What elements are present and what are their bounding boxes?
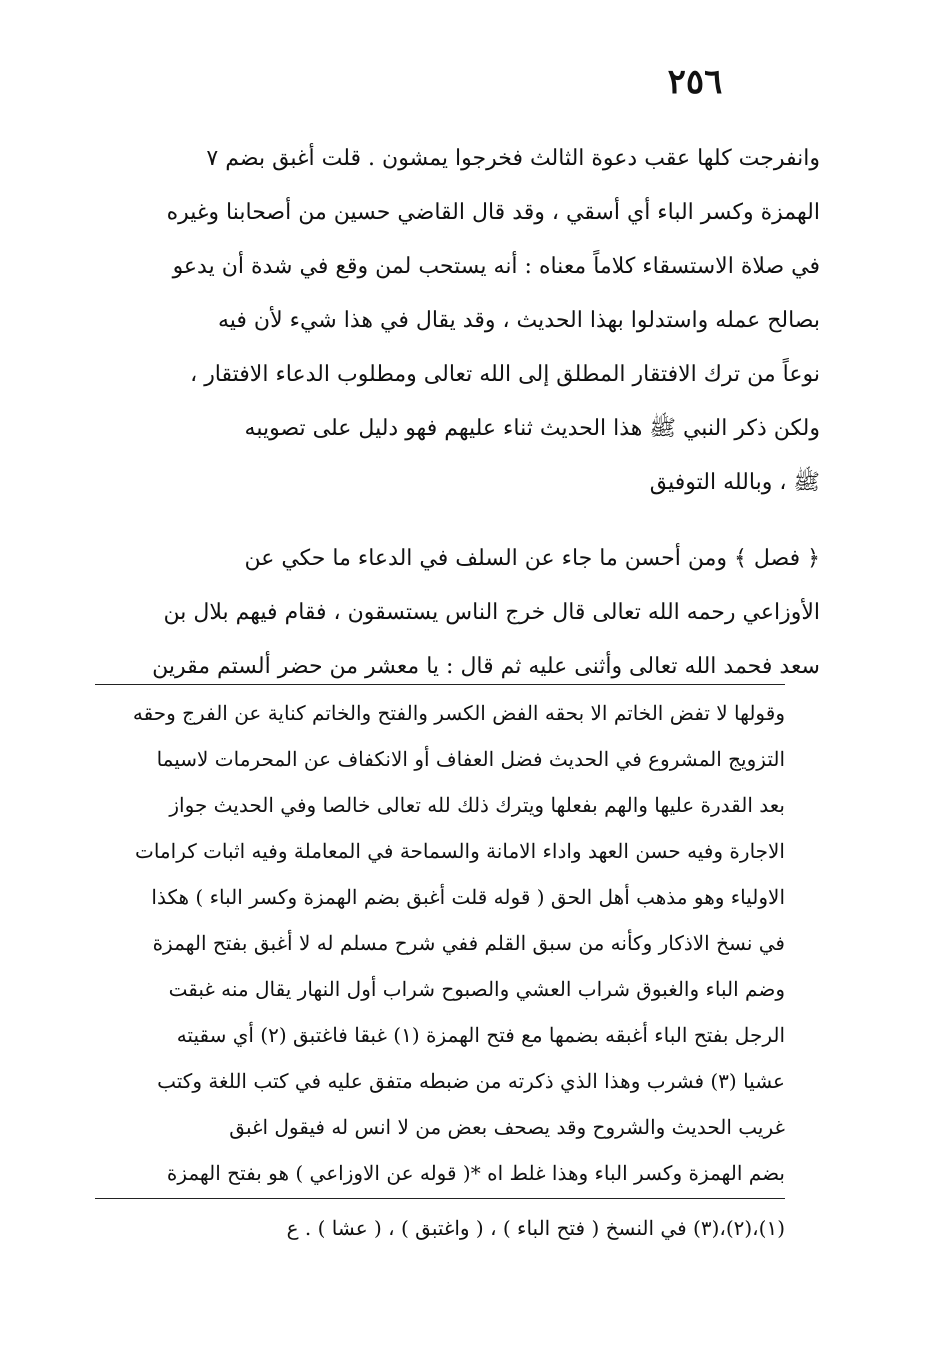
commentary-line: بعد القدرة عليها والهم بفعلها ويترك ذلك لله تعالى خالصا وفي الحديث جواز	[169, 793, 785, 817]
commentary-line: وقولها لا تفض الخاتم الا بحقه الفض الكسر والفتح والخاتم كناية عن الفرج وحقه	[132, 701, 785, 725]
main-line: سعد فحمد الله تعالى وأثنى عليه ثم قال : يا معشر من حضر ألستم مقرين	[152, 654, 820, 679]
divider-rule	[95, 684, 785, 685]
commentary-line: الاجارة وفيه حسن العهد واداء الامانة والسماحة في المعاملة وفيه اثبات كرامات	[135, 839, 785, 863]
main-line: ﷺ ، وبالله التوفيق	[649, 470, 820, 495]
main-line: وانفرجت كلها عقب دعوة الثالث فخرجوا يمشون . قلت أغبق بضم ٧	[206, 146, 820, 171]
divider-rule	[95, 1198, 785, 1199]
page-number: ٢٥٦	[667, 62, 723, 102]
main-line: الهمزة وكسر الباء أي أسقي ، وقد قال القاضي حسين من أصحابنا وغيره	[166, 200, 820, 225]
main-line: في صلاة الاستسقاء كلاماً معناه : أنه يستحب لمن وقع في شدة أن يدعو	[172, 254, 820, 279]
commentary-line: غريب الحديث والشروح وقد يصحف بعض من لا انس له فيقول اغبق	[229, 1115, 785, 1139]
main-line: ولكن ذكر النبي ﷺ هذا الحديث ثناء عليهم فهو دليل على تصويبه	[244, 416, 820, 441]
commentary-line: عشيا (٣) فشرب وهذا الذي ذكرته من ضبطه متفق عليه في كتب اللغة وكتب	[157, 1069, 785, 1093]
main-line: بصالح عمله واستدلوا بهذا الحديث ، وقد يقال في هذا شيء لأن فيه	[217, 308, 820, 333]
commentary-line: وضم الباء والغبوق شراب العشي والصبوح شراب أول النهار يقال منه غبقت	[168, 977, 785, 1001]
commentary-line: الرجل بفتح الباء أغبقه بضمها مع فتح الهمزة (١) غبقا فاغتبق (٢) أي سقيته	[176, 1023, 785, 1047]
footnote: (١)،(٢)،(٣) في النسخ ( فتح الباء ) ، ( واغتبق ) ، ( عشا ) . ع	[286, 1216, 785, 1240]
main-line: الأوزاعي رحمه الله تعالى قال خرج الناس يستسقون ، فقام فيهم بلال بن	[163, 600, 820, 625]
main-line: نوعاً من ترك الافتقار المطلق إلى الله تعالى ومطلوب الدعاء الافتقار ،	[190, 362, 820, 387]
commentary-line: بضم الهمزة وكسر الباء وهذا غلط اه *( قوله عن الاوزاعي ) هو بفتح الهمزة	[166, 1161, 785, 1185]
section-heading-line: ﴿ فصل ﴾ ومن أحسن ما جاء عن السلف في الدعاء ما حكي عن	[244, 546, 820, 571]
commentary-line: التزويج المشروع في الحديث فضل العفاف أو الانكفاف عن المحرمات لاسيما	[156, 747, 785, 771]
commentary-line: في نسخ الاذكار وكأنه من سبق القلم ففي شرح مسلم له لا أغبق بفتح الهمزة	[152, 931, 785, 955]
commentary-line: الاولياء وهو مذهب أهل الحق ( قوله قلت أغبق بضم الهمزة وكسر الباء ) هكذا	[151, 885, 785, 909]
commentary-block	[100, 690, 785, 1196]
main-text-block	[100, 132, 820, 694]
section-gap	[100, 510, 820, 532]
